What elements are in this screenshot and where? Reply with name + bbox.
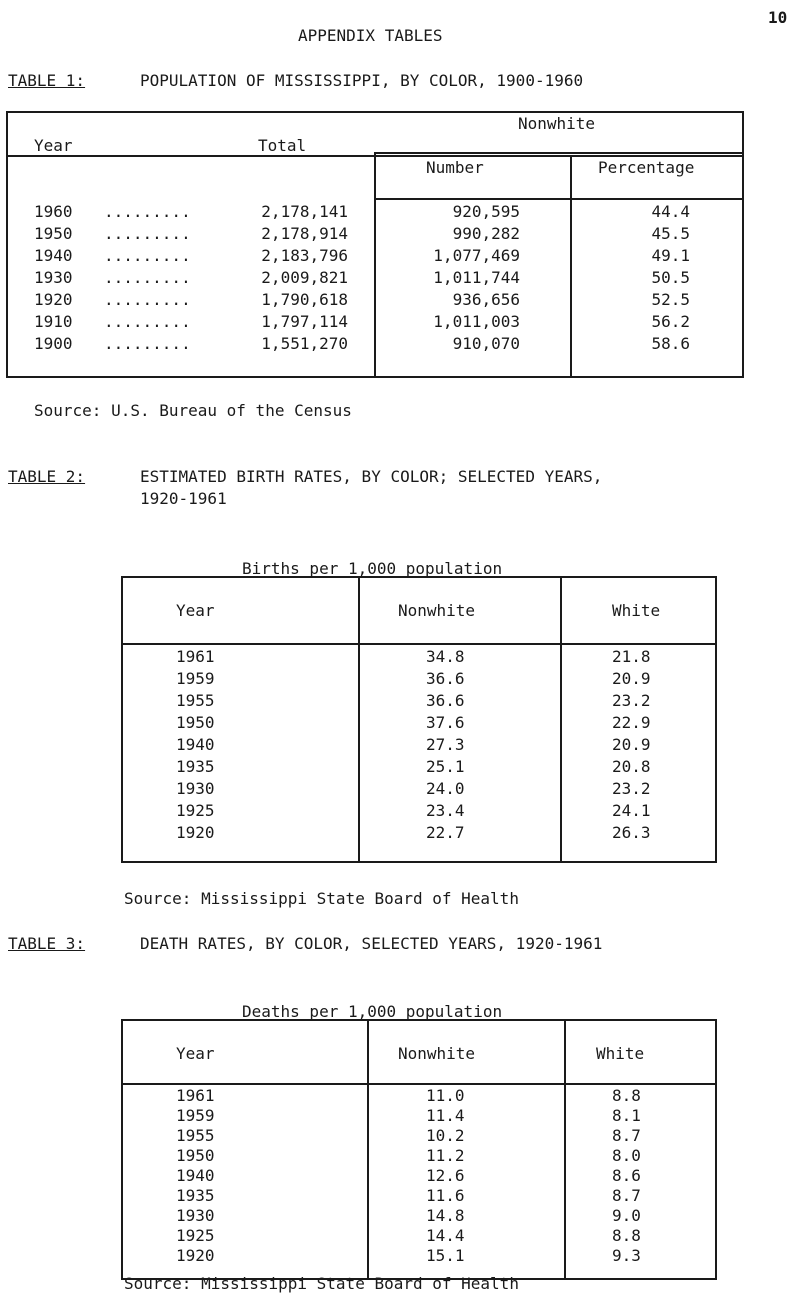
dot-leader: ......... bbox=[104, 334, 191, 353]
table-cell: 26.3 bbox=[612, 823, 651, 842]
table2-header-white: White bbox=[612, 601, 661, 620]
table-cell: 1,077,469 bbox=[433, 246, 520, 265]
dot-leader: ......... bbox=[104, 290, 191, 309]
table-cell: 1930 bbox=[176, 1206, 215, 1225]
table-cell: 24.1 bbox=[612, 801, 651, 820]
table-cell: 1950 bbox=[176, 713, 215, 732]
table2-title-line2: 1920-1961 bbox=[140, 489, 227, 508]
table2-label: TABLE 2: bbox=[8, 467, 86, 486]
table-cell: 8.0 bbox=[612, 1146, 641, 1165]
table2-source: Source: Mississippi State Board of Health bbox=[124, 889, 519, 908]
table-cell: 9.3 bbox=[612, 1246, 641, 1265]
table-cell: 2,178,914 bbox=[261, 224, 348, 243]
table-cell: 22.9 bbox=[612, 713, 651, 732]
table3-white-column bbox=[612, 1086, 672, 1266]
table3-col-divider-2 bbox=[564, 1019, 566, 1280]
table-cell: 1920 bbox=[176, 823, 215, 842]
table-cell: 2,183,796 bbox=[261, 246, 348, 265]
table-cell: 2,178,141 bbox=[261, 202, 348, 221]
table-cell: 50.5 bbox=[651, 268, 690, 287]
table1-col-divider-2 bbox=[570, 155, 572, 378]
table1-number-column bbox=[380, 201, 520, 355]
table2-header-rule bbox=[121, 643, 717, 645]
table-cell: 1910 bbox=[34, 312, 73, 331]
table-cell: 49.1 bbox=[651, 246, 690, 265]
table2-title-line1: ESTIMATED BIRTH RATES, BY COLOR; SELECTED YEARS, bbox=[140, 467, 603, 486]
table1-year-column bbox=[34, 201, 84, 355]
table1-header-total: Total bbox=[258, 136, 307, 155]
table-cell: 920,595 bbox=[452, 202, 520, 221]
table-cell: 22.7 bbox=[426, 823, 465, 842]
table1-total-column bbox=[200, 201, 348, 355]
table-cell: 1930 bbox=[176, 779, 215, 798]
table2-white-column bbox=[612, 646, 672, 844]
table-cell: 20.9 bbox=[612, 735, 651, 754]
table-cell: 1961 bbox=[176, 1086, 215, 1105]
table3-title: DEATH RATES, BY COLOR, SELECTED YEARS, 1920-1961 bbox=[140, 934, 603, 953]
table1-header-percentage: Percentage bbox=[598, 158, 695, 177]
table-cell: 8.1 bbox=[612, 1106, 641, 1125]
table-cell: 25.1 bbox=[426, 757, 465, 776]
table3-source: Source: Mississippi State Board of Health bbox=[124, 1274, 519, 1293]
dot-leader: ......... bbox=[104, 246, 191, 265]
table-cell: 1,011,744 bbox=[433, 268, 520, 287]
table-cell: 1935 bbox=[176, 1186, 215, 1205]
table3-nonwhite-column bbox=[426, 1086, 486, 1266]
table3-caption: Deaths per 1,000 population bbox=[242, 1002, 503, 1021]
table-cell: 1920 bbox=[34, 290, 73, 309]
table2-col-divider-1 bbox=[358, 576, 360, 863]
table-cell: 44.4 bbox=[651, 202, 690, 221]
table-cell: 58.6 bbox=[651, 334, 690, 353]
table3-year-column bbox=[176, 1086, 236, 1266]
table-cell: 14.4 bbox=[426, 1226, 465, 1245]
table-cell: 10.2 bbox=[426, 1126, 465, 1145]
table-cell: 1925 bbox=[176, 801, 215, 820]
table2-nonwhite-column bbox=[426, 646, 486, 844]
table-cell: 990,282 bbox=[452, 224, 520, 243]
table2-header-nonwhite: Nonwhite bbox=[398, 601, 476, 620]
table-cell: 15.1 bbox=[426, 1246, 465, 1265]
table1-col-divider-1 bbox=[374, 152, 376, 378]
table-cell: 1935 bbox=[176, 757, 215, 776]
table-cell: 1940 bbox=[176, 735, 215, 754]
table-cell: 23.2 bbox=[612, 691, 651, 710]
table-cell: 20.9 bbox=[612, 669, 651, 688]
dot-leader: ......... bbox=[104, 202, 191, 221]
table-cell: 11.6 bbox=[426, 1186, 465, 1205]
table-cell: 27.3 bbox=[426, 735, 465, 754]
table2-header-year: Year bbox=[176, 601, 215, 620]
table1-source: Source: U.S. Bureau of the Census bbox=[34, 401, 352, 420]
table1-header-year: Year bbox=[34, 136, 73, 155]
table-cell: 2,009,821 bbox=[261, 268, 348, 287]
table1-label: TABLE 1: bbox=[8, 71, 86, 90]
table3-header-nonwhite: Nonwhite bbox=[398, 1044, 476, 1063]
table2-caption: Births per 1,000 population bbox=[242, 559, 503, 578]
table-cell: 8.8 bbox=[612, 1226, 641, 1245]
table-cell: 1959 bbox=[176, 1106, 215, 1125]
table-cell: 52.5 bbox=[651, 290, 690, 309]
table-cell: 9.0 bbox=[612, 1206, 641, 1225]
table-cell: 1925 bbox=[176, 1226, 215, 1245]
table-cell: 56.2 bbox=[651, 312, 690, 331]
table1-number-rule bbox=[374, 198, 744, 200]
table-cell: 24.0 bbox=[426, 779, 465, 798]
table-cell: 1940 bbox=[176, 1166, 215, 1185]
table3-header-white: White bbox=[596, 1044, 645, 1063]
table-cell: 11.4 bbox=[426, 1106, 465, 1125]
table-cell: 34.8 bbox=[426, 647, 465, 666]
table-cell: 1955 bbox=[176, 691, 215, 710]
table-cell: 1960 bbox=[34, 202, 73, 221]
table-cell: 14.8 bbox=[426, 1206, 465, 1225]
table-cell: 1955 bbox=[176, 1126, 215, 1145]
dot-leader: ......... bbox=[104, 224, 191, 243]
table-cell: 20.8 bbox=[612, 757, 651, 776]
table3-header-rule bbox=[121, 1083, 717, 1085]
table-cell: 36.6 bbox=[426, 669, 465, 688]
table1-title: POPULATION OF MISSISSIPPI, BY COLOR, 1900-1960 bbox=[140, 71, 584, 90]
table-cell: 1920 bbox=[176, 1246, 215, 1265]
table-cell: 12.6 bbox=[426, 1166, 465, 1185]
table-cell: 1961 bbox=[176, 647, 215, 666]
table-cell: 1930 bbox=[34, 268, 73, 287]
table-cell: 45.5 bbox=[651, 224, 690, 243]
table-cell: 1959 bbox=[176, 669, 215, 688]
table1-percentage-column bbox=[580, 201, 690, 355]
table-cell: 11.0 bbox=[426, 1086, 465, 1105]
dot-leader: ......... bbox=[104, 312, 191, 331]
table-cell: 21.8 bbox=[612, 647, 651, 666]
table-cell: 8.7 bbox=[612, 1126, 641, 1145]
table-cell: 1950 bbox=[176, 1146, 215, 1165]
table3-col-divider-1 bbox=[367, 1019, 369, 1280]
table3-label: TABLE 3: bbox=[8, 934, 86, 953]
table1-header-number: Number bbox=[426, 158, 484, 177]
table-cell: 23.2 bbox=[612, 779, 651, 798]
table2-col-divider-2 bbox=[560, 576, 562, 863]
table-cell: 936,656 bbox=[452, 290, 520, 309]
table-cell: 1,551,270 bbox=[261, 334, 348, 353]
table-cell: 8.6 bbox=[612, 1166, 641, 1185]
table-cell: 8.7 bbox=[612, 1186, 641, 1205]
table-cell: 1950 bbox=[34, 224, 73, 243]
table-cell: 1,790,618 bbox=[261, 290, 348, 309]
table-cell: 1900 bbox=[34, 334, 73, 353]
table-cell: 910,070 bbox=[452, 334, 520, 353]
table3-header-year: Year bbox=[176, 1044, 215, 1063]
table-cell: 1,797,114 bbox=[261, 312, 348, 331]
table-cell: 37.6 bbox=[426, 713, 465, 732]
table2-year-column bbox=[176, 646, 236, 844]
page-number: 10 bbox=[768, 8, 788, 27]
table-cell: 1,011,003 bbox=[433, 312, 520, 331]
dot-leader: ......... bbox=[104, 268, 191, 287]
appendix-heading: APPENDIX TABLES bbox=[298, 26, 443, 45]
table-cell: 11.2 bbox=[426, 1146, 465, 1165]
table1-header-nonwhite: Nonwhite bbox=[518, 114, 596, 133]
table1-leader-column bbox=[104, 201, 194, 355]
table-cell: 23.4 bbox=[426, 801, 465, 820]
table-cell: 36.6 bbox=[426, 691, 465, 710]
table-cell: 1940 bbox=[34, 246, 73, 265]
table1-subheader-rule bbox=[374, 152, 744, 154]
table-cell: 8.8 bbox=[612, 1086, 641, 1105]
